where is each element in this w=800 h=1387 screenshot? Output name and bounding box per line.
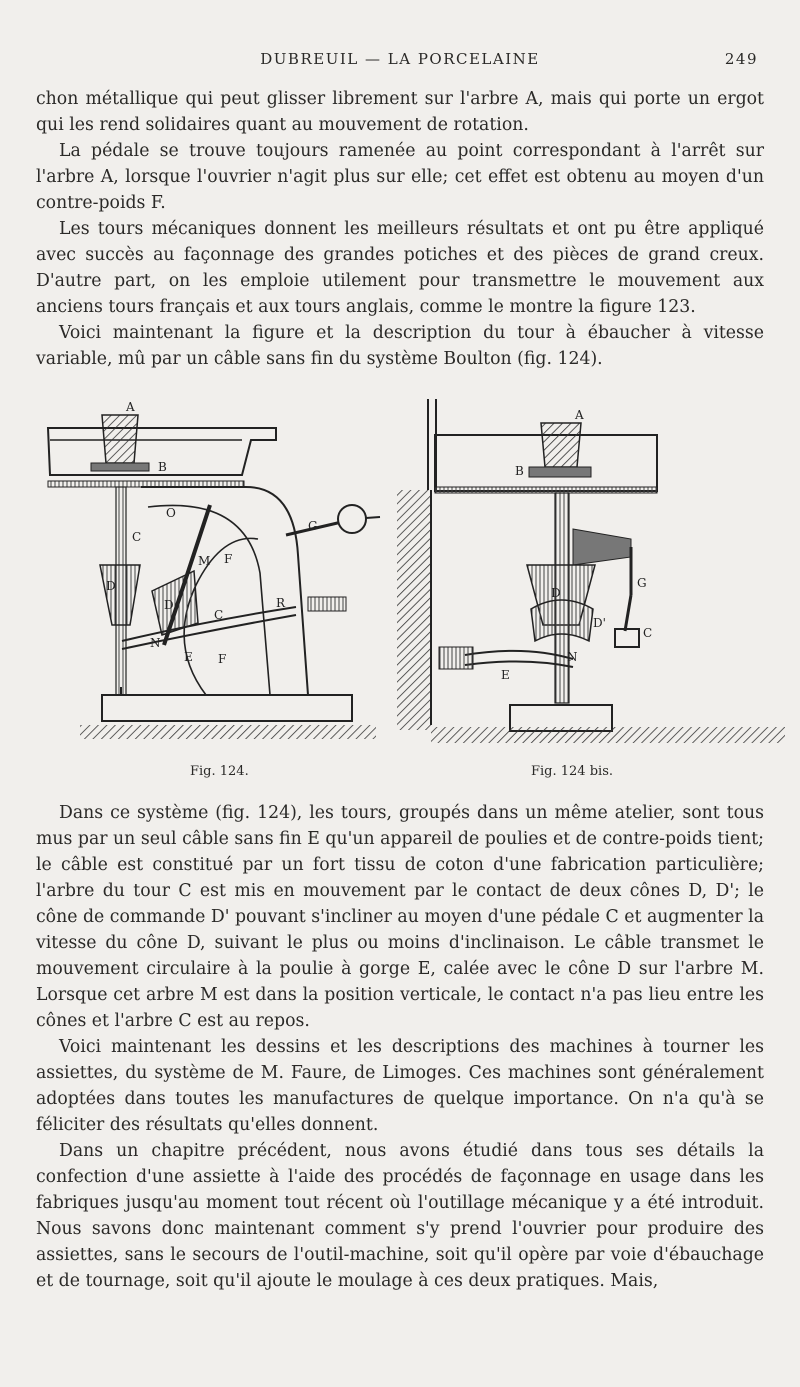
fig124-label-R: R bbox=[276, 596, 286, 610]
fig124-label-C: C bbox=[132, 530, 142, 544]
fig124-label-G: G bbox=[308, 519, 318, 533]
figure-124-svg bbox=[46, 395, 382, 755]
fig124-label-F2: F bbox=[218, 652, 227, 666]
fig124-label-N: N bbox=[150, 636, 161, 650]
paragraph: La pédale se trouve toujours ramenée au point correspondant à l'arrêt sur l'arbre A, lorsque l'ouvrier n'agit plus sur elle; cet effet est obtenu au moyen d'un contre-poids F. bbox=[36, 141, 764, 213]
running-header bbox=[36, 50, 764, 72]
fig124bis-label-E: E bbox=[501, 668, 510, 682]
figure-124bis-caption: Fig. 124 bis. bbox=[531, 764, 613, 779]
fig124-label-E: E bbox=[184, 650, 193, 664]
fig124bis-label-B: B bbox=[515, 464, 524, 478]
figure-124-caption: Fig. 124. bbox=[190, 764, 249, 779]
paragraph: Dans un chapitre précédent, nous avons étudié dans tous ses détails la confection d'une assiette à l'aide des procédés de façonnage en usage dans les fabriques jusqu'au moment tout récent où l'outillage mécanique y a été introduit. Nous savons donc maintenant comment s'y prend l'ouvrier pour produire des assiettes, sans le secours de l'outil-machine, soit qu'il opère par voie d'ébauchage et de tournage, soit qu'il ajoute le moulage à ces deux pratiques. Mais, bbox=[36, 1141, 764, 1291]
fig124-label-Cprime: C bbox=[214, 608, 224, 622]
running-title: DUBREUIL — LA PORCELAINE bbox=[260, 50, 540, 68]
fig124-label-A: A bbox=[126, 400, 135, 414]
fig124-label-F: F bbox=[224, 552, 233, 566]
fig124bis-label-G: G bbox=[637, 576, 647, 590]
paragraph: Voici maintenant la figure et la description du tour à ébaucher à vitesse variable, mû par un câble sans fin du système Boulton (fig. 124). bbox=[36, 323, 764, 369]
fig124-label-M: M bbox=[198, 554, 211, 568]
fig124-label-Dprime: D bbox=[164, 598, 174, 612]
paragraph: Voici maintenant les dessins et les descriptions des machines à tourner les assiettes, du système de M. Faure, de Limoges. Ces machines sont généralement adoptées dans toutes les manufactures de quelque importance. On n'a qu'à se féliciter des résultats qu'elles donnent. bbox=[36, 1037, 764, 1135]
fig124-label-D: D bbox=[106, 579, 116, 593]
paragraph: Les tours mécaniques donnent les meilleurs résultats et ont pu être appliqué avec succès au façonnage des grandes potiches et des pièces de grand creux. D'autre part, on les emploie utilement pour transmettre le mouvement aux anciens tours français et aux tours anglais, comme le montre la figure 123. bbox=[36, 219, 764, 317]
fig124bis-label-N: N bbox=[567, 650, 578, 664]
fig124bis-label-Dprime: D' bbox=[593, 616, 606, 630]
figure-124bis-drawing bbox=[395, 395, 787, 755]
text-block-top bbox=[36, 86, 764, 372]
figure-124bis-svg bbox=[395, 395, 787, 755]
fig124-label-B: B bbox=[158, 460, 167, 474]
fig124-label-O: O bbox=[166, 506, 176, 520]
text-block-bottom bbox=[36, 800, 764, 1294]
fig124bis-label-D: D bbox=[551, 586, 561, 600]
paragraph: chon métallique qui peut glisser librement sur l'arbre A, mais qui porte un ergot qui les rend solidaires quant au mouvement de rotation. bbox=[36, 89, 764, 135]
fig124bis-label-A: A bbox=[575, 408, 584, 422]
figure-124-drawing bbox=[46, 395, 382, 755]
fig124bis-label-C: C bbox=[643, 626, 653, 640]
paragraph: Dans ce système (fig. 124), les tours, groupés dans un même atelier, sont tous mus par un seul câble sans fin E qu'un appareil de poulies et de contre-poids tient; le câble est constitué par un fort tissu de coton d'une fabrication particulière; l'arbre du tour C est mis en mouvement par le contact de deux cônes D, D'; le cône de commande D' pouvant s'incliner au moyen d'une pédale C et augmenter la vitesse du cône D, suivant le plus ou moins d'inclinaison. Le câble transmet le mouvement circulaire à la poulie à gorge E, calée avec le cône D sur l'arbre M. Lorsque cet arbre M est dans la position verticale, le contact n'a pas lieu entre les cônes et l'arbre C est au repos. bbox=[36, 803, 764, 1031]
page-number: 249 bbox=[724, 50, 758, 68]
